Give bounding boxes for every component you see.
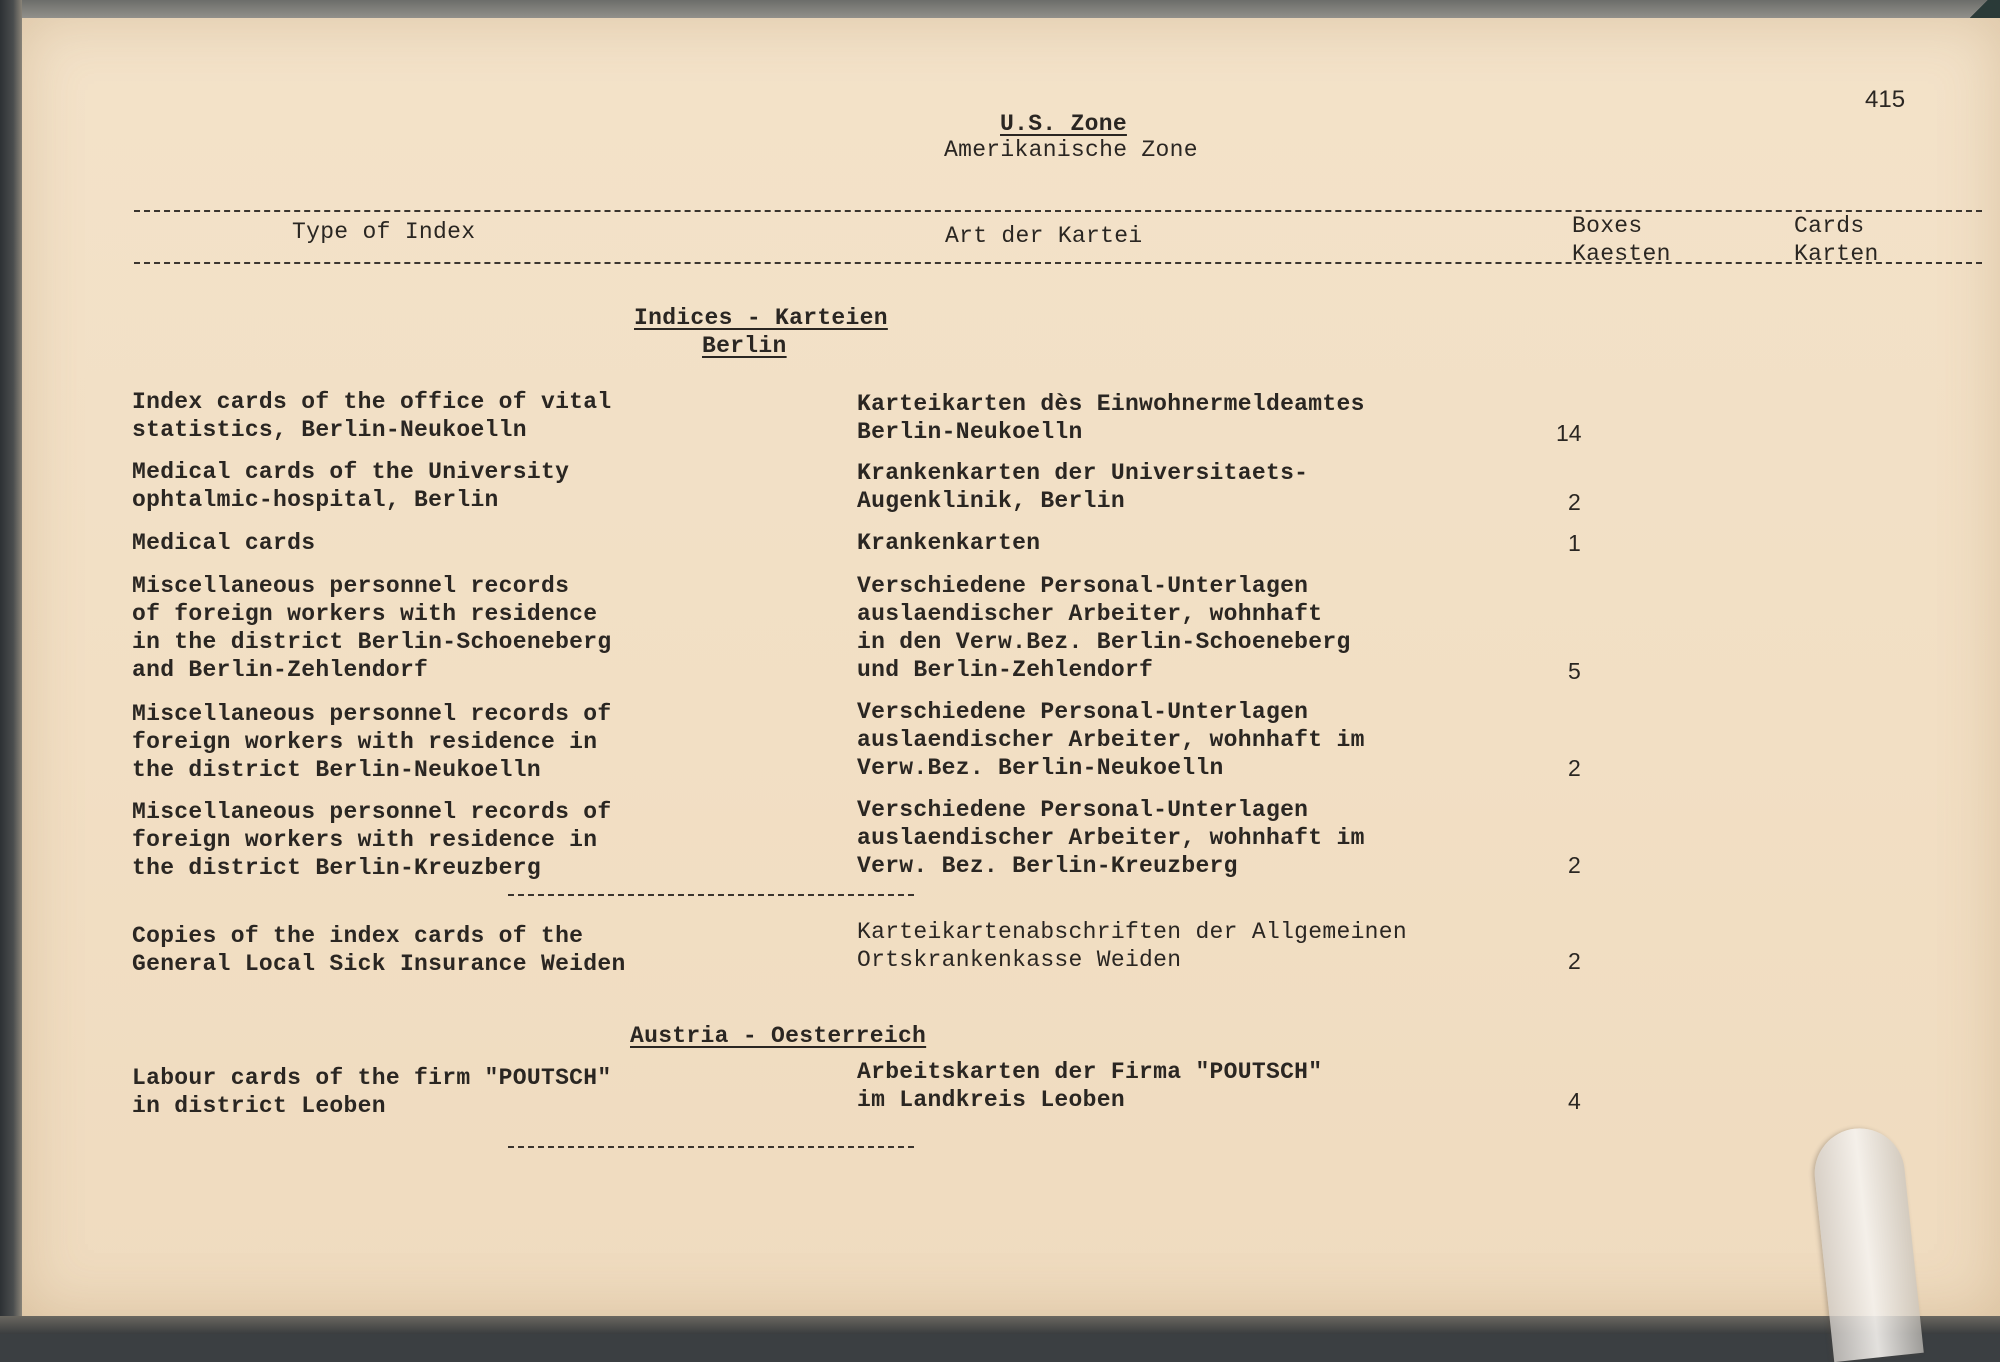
header-top-rule <box>134 210 1982 212</box>
section-heading-indices: Indices - Karteien <box>634 305 888 331</box>
scan-bottom-edge <box>0 1316 2000 1334</box>
column-header-art-der-kartei: Art der Kartei <box>945 223 1143 249</box>
row-2-de-line-1: Krankenkarten der Universitaets- <box>857 460 1309 486</box>
row-4-en-line-1: Miscellaneous personnel records <box>132 573 570 599</box>
row-7-en-line-2: General Local Sick Insurance Weiden <box>132 951 626 977</box>
separator-rule-1 <box>508 894 914 896</box>
row-3-de-line-1: Krankenkarten <box>857 530 1041 556</box>
austria-row-1-en-line-2: in district Leoben <box>132 1093 386 1119</box>
row-3-en-line-1: Medical cards <box>132 530 316 556</box>
row-4-de-line-2: auslaendischer Arbeiter, wohnhaft <box>857 601 1323 627</box>
column-header-type-of-index: Type of Index <box>292 219 476 245</box>
column-header-boxes: Boxes <box>1572 213 1643 239</box>
austria-row-1-boxes: 4 <box>1568 1088 1581 1114</box>
row-5-en-line-2: foreign workers with residence in <box>132 729 598 755</box>
row-4-en-line-2: of foreign workers with residence <box>132 601 598 627</box>
row-2-boxes: 2 <box>1568 489 1581 515</box>
row-5-en-line-1: Miscellaneous personnel records of <box>132 701 612 727</box>
row-6-en-line-1: Miscellaneous personnel records of <box>132 799 612 825</box>
column-header-kaesten: Kaesten <box>1572 241 1671 267</box>
column-header-cards: Cards <box>1794 213 1865 239</box>
row-3-boxes: 1 <box>1568 530 1581 556</box>
row-2-en-line-1: Medical cards of the University <box>132 459 570 485</box>
row-5-en-line-3: the district Berlin-Neukoelln <box>132 757 541 783</box>
row-7-de-line-2: Ortskrankenkasse Weiden <box>857 947 1182 973</box>
austria-row-1-de-line-1: Arbeitskarten der Firma "POUTSCH" <box>857 1059 1323 1085</box>
row-1-de-line-2: Berlin-Neukoelln <box>857 419 1083 445</box>
row-4-en-line-4: and Berlin-Zehlendorf <box>132 657 429 683</box>
row-5-de-line-3: Verw.Bez. Berlin-Neukoelln <box>857 755 1224 781</box>
row-4-boxes: 5 <box>1568 658 1581 684</box>
header-bottom-rule <box>134 262 1982 264</box>
page-subtitle: Amerikanische Zone <box>944 137 1198 163</box>
row-5-de-line-2: auslaendischer Arbeiter, wohnhaft im <box>857 727 1365 753</box>
row-5-boxes: 2 <box>1568 755 1581 781</box>
row-1-en-line-1: Index cards of the office of vital <box>132 389 612 415</box>
row-6-en-line-2: foreign workers with residence in <box>132 827 598 853</box>
row-1-boxes: 14 <box>1556 420 1582 446</box>
row-7-en-line-1: Copies of the index cards of the <box>132 923 584 949</box>
row-4-de-line-3: in den Verw.Bez. Berlin-Schoeneberg <box>857 629 1351 655</box>
separator-rule-2 <box>508 1146 914 1148</box>
row-4-de-line-1: Verschiedene Personal-Unterlagen <box>857 573 1309 599</box>
row-1-de-line-1: Karteikarten dès Einwohnermeldeamtes <box>857 391 1365 417</box>
column-header-karten: Karten <box>1794 241 1879 267</box>
row-6-boxes: 2 <box>1568 852 1581 878</box>
section-heading-austria: Austria - Oesterreich <box>630 1023 927 1049</box>
row-6-de-line-1: Verschiedene Personal-Unterlagen <box>857 797 1309 823</box>
row-1-en-line-2: statistics, Berlin-Neukoelln <box>132 417 527 443</box>
row-6-en-line-3: the district Berlin-Kreuzberg <box>132 855 541 881</box>
page-number: 415 <box>1865 86 1906 113</box>
row-7-boxes: 2 <box>1568 948 1581 974</box>
row-2-de-line-2: Augenklinik, Berlin <box>857 488 1125 514</box>
document-page <box>22 18 2000 1316</box>
austria-row-1-de-line-2: im Landkreis Leoben <box>857 1087 1125 1113</box>
row-7-de-line-1: Karteikartenabschriften der Allgemeinen <box>857 919 1407 945</box>
scan-left-edge <box>0 0 22 1334</box>
row-6-de-line-2: auslaendischer Arbeiter, wohnhaft im <box>857 825 1365 851</box>
austria-row-1-en-line-1: Labour cards of the firm "POUTSCH" <box>132 1065 612 1091</box>
row-5-de-line-1: Verschiedene Personal-Unterlagen <box>857 699 1309 725</box>
page-title: U.S. Zone <box>1000 111 1127 137</box>
section-subheading-berlin: Berlin <box>702 333 787 359</box>
row-6-de-line-3: Verw. Bez. Berlin-Kreuzberg <box>857 853 1238 879</box>
row-4-en-line-3: in the district Berlin-Schoeneberg <box>132 629 612 655</box>
row-2-en-line-2: ophtalmic-hospital, Berlin <box>132 487 499 513</box>
row-4-de-line-4: und Berlin-Zehlendorf <box>857 657 1154 683</box>
